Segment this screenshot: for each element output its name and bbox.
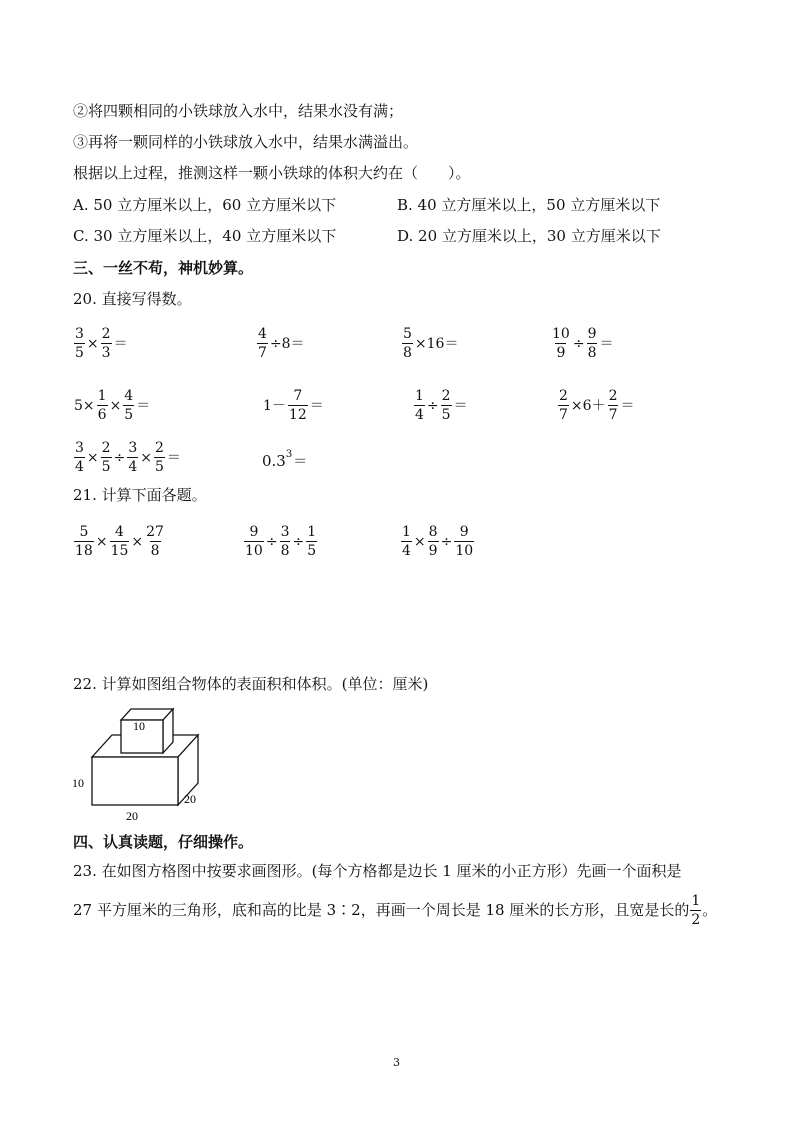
fraction: $\frac{3}{5}$ [75, 326, 84, 361]
q21-title: 21. 计算下面各题。 [73, 486, 207, 504]
q19-line-3: ③再将一颗同样的小铁球放入水中，结果水满溢出。 [73, 133, 419, 151]
fraction: $\frac{4}{15}$ [110, 524, 129, 559]
q19-option-c: C. 30 立方厘米以上，40 立方厘米以下 [73, 227, 337, 245]
fraction: $\frac{27}{8}$ [146, 524, 164, 559]
q20-expr-10: 0.3 3 ＝ [262, 448, 308, 470]
q19-prompt: 根据以上过程，推测这样一颗小铁球的体积大约在（ ）。 [73, 164, 471, 182]
fraction: $\frac{2}{5}$ [154, 440, 164, 475]
fraction: $\frac{3}{4}$ [75, 440, 84, 475]
fraction: $\frac{1}{4}$ [402, 524, 411, 559]
length-label: 20 [126, 809, 138, 823]
fraction: $\frac{1}{2}$ [691, 892, 701, 928]
fraction: $\frac{1}{6}$ [97, 388, 107, 423]
fraction: $\frac{9}{10}$ [245, 524, 263, 559]
fraction: $\frac{2}{3}$ [101, 326, 111, 361]
q21-expr-1: $\frac{5}{18}$ × $\frac{4}{15}$ × $\frac{27}{8}$ [75, 524, 164, 559]
q23-line-2: 27 平方厘米的三角形，底和高的比是 3∶2，再画一个周长是 18 厘米的长方形，且宽是长的 $\frac{1}{2}$ 。 [73, 892, 718, 928]
depth-label: 20 [184, 792, 196, 806]
section-4-heading: 四、认真读题，仔细操作。 [73, 833, 254, 851]
fraction: $\frac{9}{8}$ [587, 326, 597, 361]
composite-solid-figure [60, 695, 220, 827]
fraction: $\frac{4}{7}$ [258, 326, 267, 361]
fraction: $\frac{10}{9}$ [552, 326, 570, 361]
q19-option-a: A. 50 立方厘米以上，60 立方厘米以下 [73, 196, 337, 214]
q19-option-b: B. 40 立方厘米以上，50 立方厘米以下 [397, 196, 661, 214]
fraction: $\frac{3}{8}$ [280, 524, 290, 559]
fraction: $\frac{8}{9}$ [428, 524, 438, 559]
fraction: $\frac{5}{8}$ [403, 326, 412, 361]
fraction: $\frac{2}{5}$ [441, 388, 451, 423]
fraction: $\frac{2}{7}$ [608, 388, 618, 423]
q20-expr-9: $\frac{3}{4}$ × $\frac{2}{5}$ ÷ $\frac{3}{4}$ × $\frac{2}{5}$ ＝ [75, 440, 181, 475]
fraction: $\frac{9}{10}$ [455, 524, 474, 559]
fraction: $\frac{1}{4}$ [415, 388, 424, 423]
fraction: $\frac{2}{5}$ [101, 440, 111, 475]
q21-expr-2: $\frac{9}{10}$ ÷ $\frac{3}{8}$ ÷ $\frac{1}{5}$ [245, 524, 317, 559]
cuboid-front-face [92, 757, 178, 805]
q20-expr-8: $\frac{2}{7}$ ×6＋ $\frac{2}{7}$ ＝ [559, 388, 635, 423]
q22-title: 22. 计算如图组合物体的表面积和体积。(单位：厘米) [73, 675, 429, 693]
q20-expr-7: $\frac{1}{4}$ ÷ $\frac{2}{5}$ ＝ [415, 388, 468, 423]
q19-option-d: D. 20 立方厘米以上，30 立方厘米以下 [397, 227, 661, 245]
q20-expr-5: 5× $\frac{1}{6}$ × $\frac{4}{5}$ ＝ [74, 388, 151, 423]
height-label: 10 [72, 776, 84, 790]
q20-expr-1: $\frac{3}{5}$ × $\frac{2}{3}$ ＝ [75, 326, 128, 361]
q20-title: 20. 直接写得数。 [73, 290, 192, 308]
q23-line-1: 23. 在如图方格图中按要求画图形。(每个方格都是边长 1 厘米的小正方形）先画一个面积是 [73, 862, 682, 880]
fraction: $\frac{3}{4}$ [128, 440, 138, 475]
cube-edge-label: 10 [133, 719, 145, 733]
fraction: $\frac{2}{7}$ [559, 388, 568, 423]
q20-expr-6: 1－ $\frac{7}{12}$ ＝ [263, 388, 324, 423]
fraction: $\frac{4}{5}$ [124, 388, 134, 423]
fraction: $\frac{5}{18}$ [75, 524, 93, 559]
q21-expr-3: $\frac{1}{4}$ × $\frac{8}{9}$ ÷ $\frac{9}{10}$ [402, 524, 474, 559]
q20-expr-3: $\frac{5}{8}$ ×16＝ [403, 326, 459, 361]
q19-line-2: ②将四颗相同的小铁球放入水中，结果水没有满； [73, 102, 404, 120]
section-3-heading: 三、一丝不苟，神机妙算。 [73, 259, 254, 277]
q20-expr-2: $\frac{4}{7}$ ÷8＝ [258, 326, 305, 361]
q20-expr-4: $\frac{10}{9}$ ÷ $\frac{9}{8}$ ＝ [552, 326, 614, 361]
fraction: $\frac{7}{12}$ [288, 388, 307, 423]
page-number: 3 [393, 1056, 400, 1069]
fraction: $\frac{1}{5}$ [307, 524, 317, 559]
